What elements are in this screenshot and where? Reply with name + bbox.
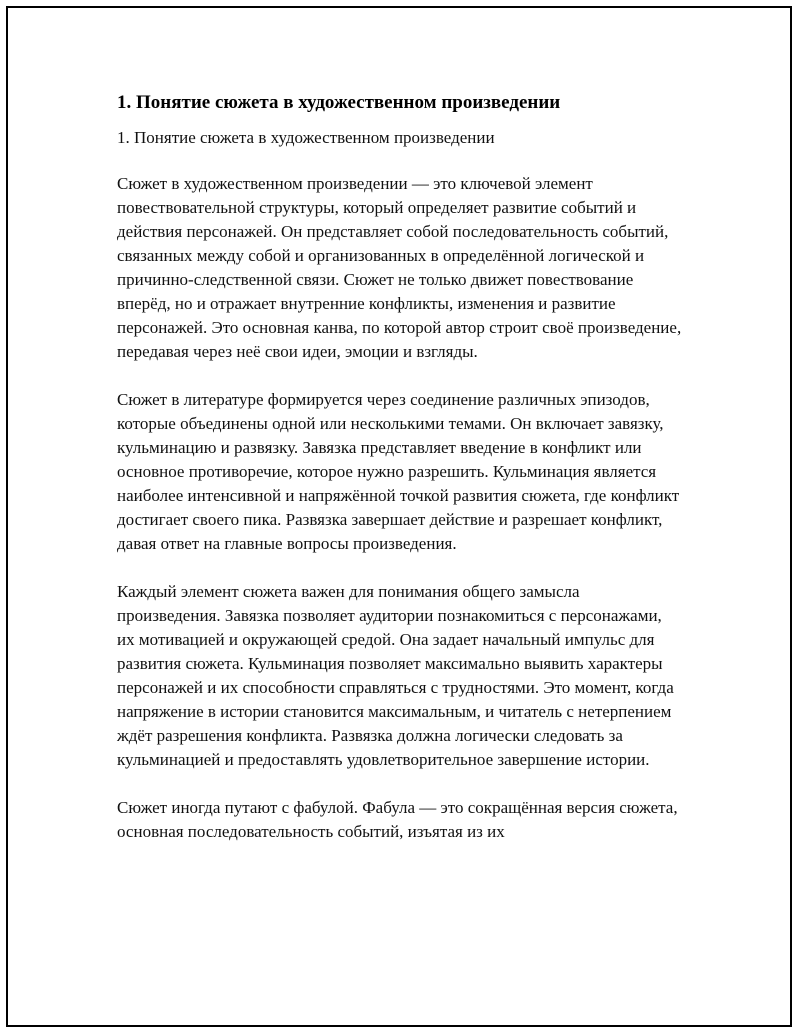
paragraph-2: Сюжет в литературе формируется через соединение различных эпизодов, которые объединены одной или несколькими темами. Он включает завязку, кульминацию и развязку. Завязка представляет введение в конфликт или основное противоречие, которое нужно разрешить. Кульминация является наиболее интенсивной и напряжённой точкой развития сюжета, где конфликт достигает своего пика. Развязка завершает действие и разрешает конфликт, давая ответ на главные вопросы произведения. — [117, 390, 680, 553]
paragraph-3: Каждый элемент сюжета важен для понимания общего замысла произведения. Завязка позволяет аудитории познакомиться с персонажами, их мотивацией и окружающей средой. Она задает начальный импульс для развития сюжета. Кульминация позволяет максимально выявить характеры персонажей и их способности справляться с трудностями. Это момент, когда напряжение в истории становится максимальным, и читатель с нетерпением ждёт разрешения конфликта. Развязка должна логически следовать за кульминацией и предоставлять удовлетворительное завершение истории. — [117, 582, 674, 769]
document-body — [117, 90, 683, 868]
paragraph-1: Сюжет в художественном произведении — это ключевой элемент повествовательной структуры, который определяет развитие событий и действия персонажей. Он представляет собой последовательность событий, связанных между собой и организованных в определённой логической и причинно-следственной связи. Сюжет не только движет повествование вперёд, но и отражает внутренние конфликты, изменения и развитие персонажей. Это основная канва, по которой автор строит своё произведение, передавая через неё свои идеи, эмоции и взгляды. — [117, 174, 682, 361]
section-subheading: 1. Понятие сюжета в художественном произведении — [117, 128, 495, 147]
paragraph-4: Сюжет иногда путают с фабулой. Фабула — это сокращённая версия сюжета, основная последовательность событий, изъятая из их — [117, 798, 678, 841]
section-heading: 1. Понятие сюжета в художественном произведении — [117, 92, 561, 113]
